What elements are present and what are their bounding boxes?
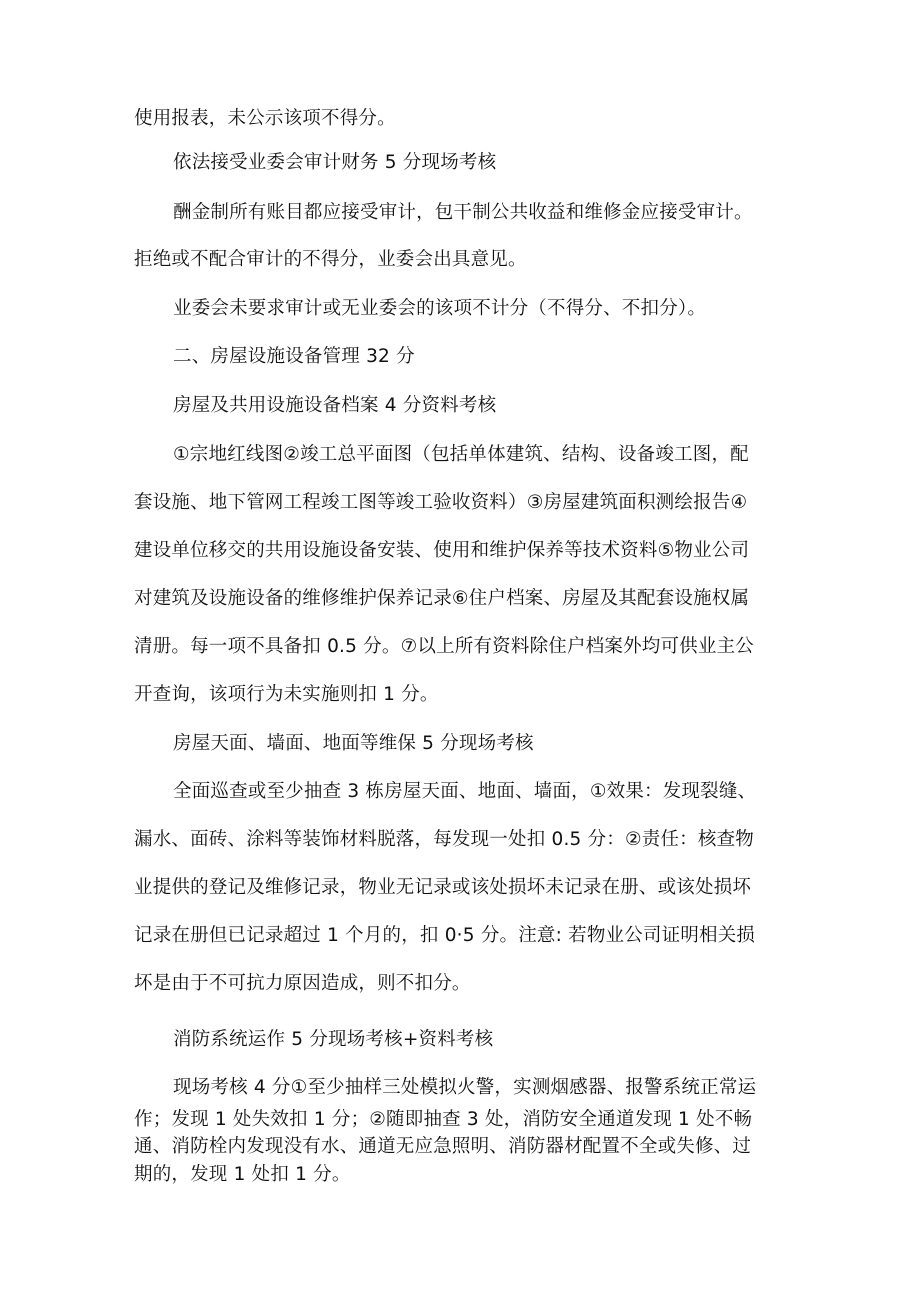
text-line: 坏是由于不可抗力原因造成，则不扣分。 bbox=[134, 973, 471, 994]
chapter-heading: 二、房屋设施设备管理 32 分 bbox=[173, 346, 415, 367]
text-line: 清册。每一项不具备扣 0.5 分。⑦以上所有资料除住户档案外均可供业主公 bbox=[134, 636, 754, 657]
text-line: 酬金制所有账目都应接受审计，包干制公共收益和维修金应接受审计。 bbox=[173, 202, 753, 223]
text-line: 建设单位移交的共用设施设备安装、使用和维护保养等技术资料⑤物业公司 bbox=[134, 540, 750, 561]
text-line: 开查询，该项行为未实施则扣 1 分。 bbox=[134, 684, 439, 705]
text-line: 作；发现 1 处失效扣 1 分；②随即抽查 3 处，消防安全通道发现 1 处不畅 bbox=[134, 1109, 753, 1130]
text-line: 使用报表，未公示该项不得分。 bbox=[134, 108, 396, 129]
section-heading: 房屋天面、墙面、地面等维保 5 分现场考核 bbox=[173, 733, 534, 754]
text-line: 全面巡查或至少抽查 3 栋房屋天面、地面、墙面，①效果：发现裂缝、 bbox=[173, 781, 757, 802]
text-line: 现场考核 4 分①至少抽样三处模拟火警，实测烟感器、报警系统正常运 bbox=[173, 1077, 757, 1098]
text-line: ①宗地红线图②竣工总平面图（包括单体建筑、结构、设备竣工图，配 bbox=[173, 444, 749, 465]
text-line: 漏水、面砖、涂料等装饰材料脱落，每发现一处扣 0.5 分：②责任：核查物 bbox=[134, 829, 754, 850]
text-line: 期的，发现 1 处扣 1 分。 bbox=[134, 1164, 351, 1185]
text-line: 记录在册但已记录超过 1 个月的，扣 0·5 分。注意: 若物业公司证明相关损 bbox=[134, 925, 756, 946]
text-line: 通、消防栓内发现没有水、通道无应急照明、消防器材配置不全或失修、过 bbox=[134, 1136, 752, 1157]
section-heading: 消防系统运作 5 分现场考核+资料考核 bbox=[173, 1029, 494, 1050]
text-line: 业提供的登记及维修记录，物业无记录或该处损坏未记录在册、或该处损坏 bbox=[134, 877, 752, 898]
text-line: 对建筑及设施设备的维修维护保养记录⑥住户档案、房屋及其配套设施权属 bbox=[134, 588, 750, 609]
text-line: 套设施、地下管网工程竣工图等竣工验收资料）③房屋建筑面积测绘报告④ bbox=[134, 492, 748, 513]
text-line: 拒绝或不配合审计的不得分，业委会出具意见。 bbox=[134, 249, 527, 270]
section-heading: 房屋及共用设施设备档案 4 分资料考核 bbox=[173, 395, 497, 416]
section-heading: 依法接受业委会审计财务 5 分现场考核 bbox=[173, 152, 497, 173]
text-line: 业委会未要求审计或无业委会的该项不计分（不得分、不扣分）。 bbox=[173, 298, 707, 319]
